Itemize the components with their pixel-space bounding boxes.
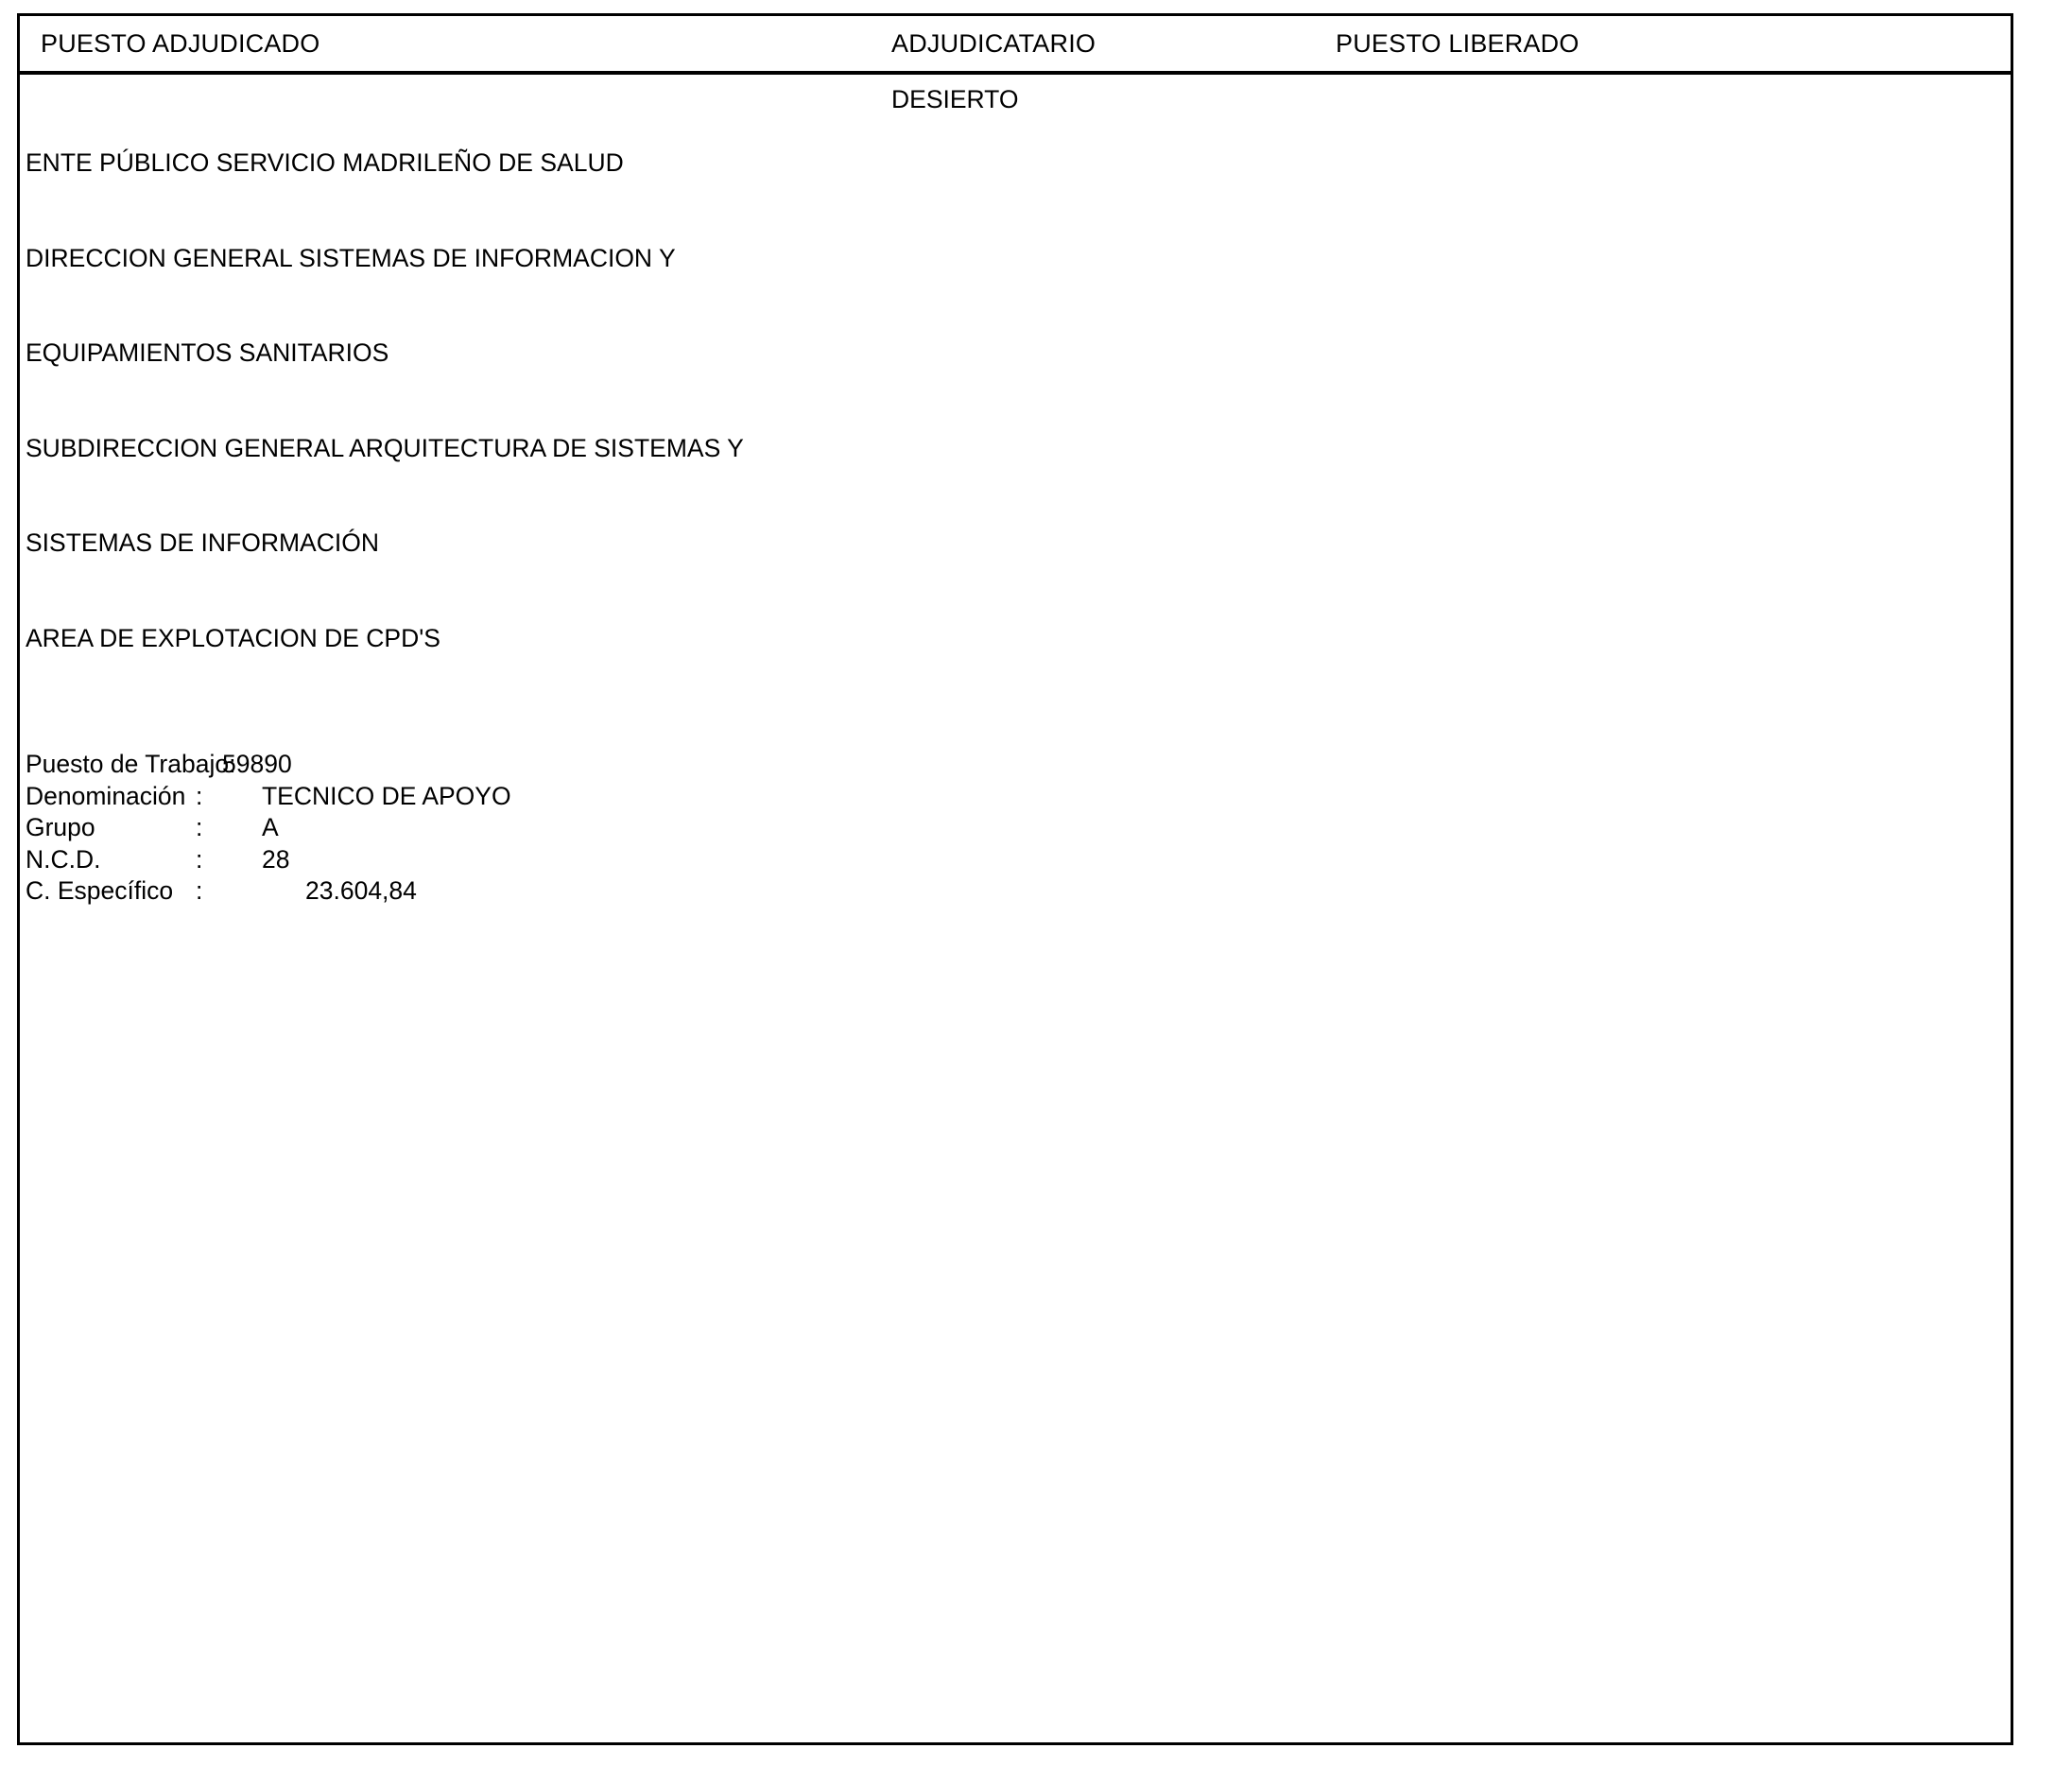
organization-block	[26, 84, 871, 718]
detail-colon: :	[196, 781, 203, 810]
cell-puesto-liberado	[1315, 75, 2011, 1742]
cell-puesto-adjudicado	[20, 75, 871, 1742]
organization-line: AREA DE EXPLOTACION DE CPD'S	[26, 623, 440, 652]
cell-adjudicatario	[871, 75, 1315, 1742]
organization-line: DIRECCION GENERAL SISTEMAS DE INFORMACION Y	[26, 243, 676, 272]
detail-value: A	[262, 813, 279, 841]
detail-label: Grupo	[26, 813, 95, 841]
detail-row-complemento-especifico	[26, 875, 871, 908]
organization-line: SISTEMAS DE INFORMACIÓN	[26, 528, 379, 557]
column-header-adjudicatario: ADJUDICATARIO	[891, 28, 1096, 58]
organization-line: EQUIPAMIENTOS SANITARIOS	[26, 338, 389, 367]
detail-value: 59890	[222, 750, 292, 778]
detail-row-puesto-de-trabajo	[26, 749, 871, 781]
awards-table	[17, 13, 2013, 1745]
detail-label: Puesto de Trabajo:	[26, 750, 236, 778]
column-header-puesto-liberado: PUESTO LIBERADO	[1336, 28, 1580, 58]
table-header-row	[20, 16, 2011, 75]
detail-value: 28	[262, 844, 290, 874]
adjudicatario-value: DESIERTO	[891, 85, 1019, 113]
detail-label: Denominación	[26, 781, 186, 810]
detail-label: C. Específico	[26, 876, 174, 905]
position-details	[26, 749, 871, 908]
detail-colon: :	[196, 813, 203, 841]
detail-colon: :	[196, 844, 203, 874]
detail-row-denominacion	[26, 781, 871, 813]
detail-colon	[196, 749, 222, 781]
organization-line: SUBDIRECCION GENERAL ARQUITECTURA DE SISTEMAS Y	[26, 433, 744, 462]
detail-label: N.C.D.	[26, 844, 101, 874]
organization-line: ENTE PÚBLICO SERVICIO MADRILEÑO DE SALUD	[26, 148, 624, 177]
block-spacer	[26, 718, 871, 749]
column-header-puesto-adjudicado: PUESTO ADJUDICADO	[41, 28, 320, 58]
table-row	[20, 75, 2011, 1742]
detail-value: 23.604,84	[305, 876, 417, 905]
detail-row-grupo	[26, 812, 871, 844]
detail-colon: :	[196, 876, 203, 905]
detail-value: TECNICO DE APOYO	[262, 781, 511, 810]
detail-row-ncd	[26, 844, 871, 876]
